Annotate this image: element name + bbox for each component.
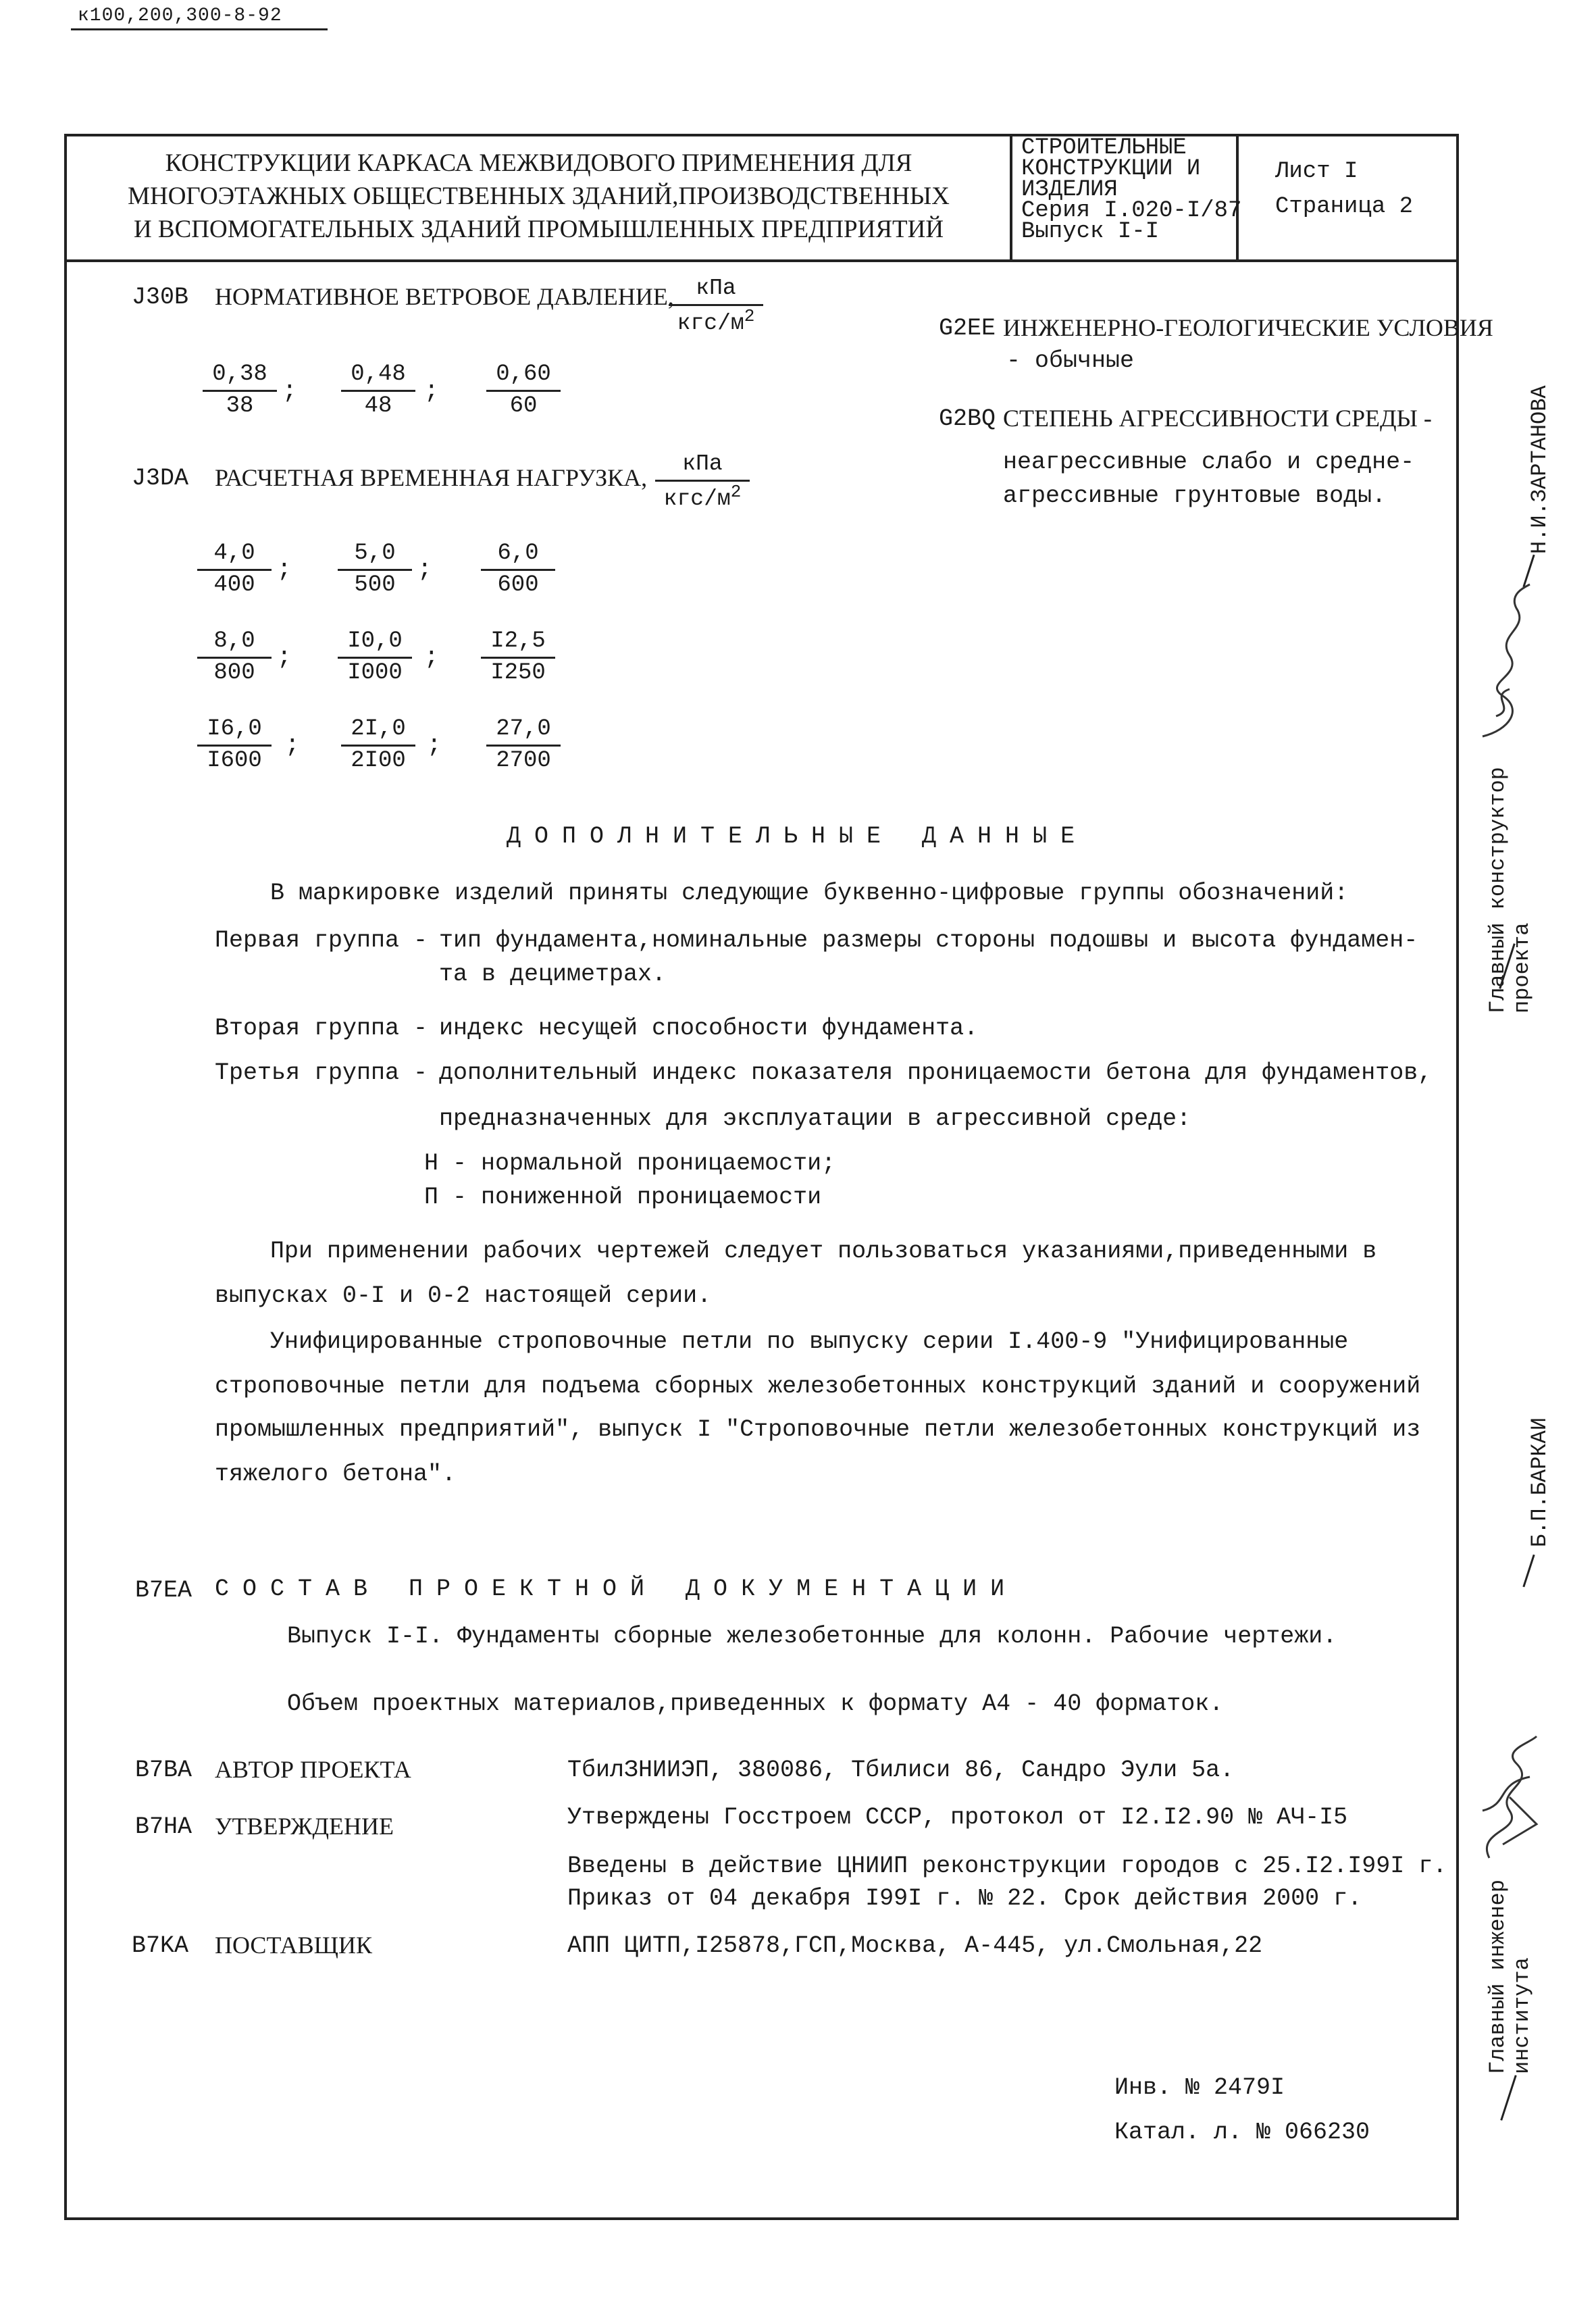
- group-2-label: Вторая группа -: [215, 1015, 428, 1042]
- aggr-value-2: агрессивные грунтовые воды.: [1003, 482, 1387, 509]
- group-3-label: Третья группа -: [215, 1059, 428, 1086]
- series-line-3: ИЗДЕЛИЯ: [1021, 177, 1118, 203]
- paragraph-2-line-1: Унифицированные строповочные петли по выпуску серии I.400-9 "Унифицированные: [270, 1328, 1349, 1355]
- series-line-2: КОНСТРУКЦИИ И: [1021, 156, 1201, 182]
- supplier-value: АПП ЦИТП,I25878,ГСП,Москва, А-445, ул.Смольная,22: [567, 1932, 1263, 1959]
- paragraph-2-line-3: промышленных предприятий", выпуск I "Строповочные петли железобетонных конструкций из: [215, 1416, 1421, 1443]
- approval-line-2: Введены в действие ЦНИИП реконструкции городов с 25.I2.I99I г.: [567, 1853, 1447, 1880]
- paragraph-2-line-4: тяжелого бетона".: [215, 1461, 457, 1488]
- document-code-underline: [71, 28, 328, 30]
- header-divider-1: [1010, 134, 1012, 261]
- supplier-code: B7KA: [132, 1932, 189, 1959]
- load-value: $\frac{I0,0}{I000}$: [338, 628, 412, 688]
- aggr-value-1: неагрессивные слабо и средне-: [1003, 449, 1415, 476]
- group-3-normal: Н - нормальной проницаемости;: [424, 1150, 836, 1177]
- wind-value-1: $\frac{0,38}{38}$: [203, 361, 277, 422]
- load-value: $\frac{27,0}{2700}$: [486, 716, 561, 776]
- semicolon: ;: [427, 731, 442, 759]
- paragraph-1-line-1: При применении рабочих чертежей следует пользоваться указаниями,приведенными в: [270, 1238, 1377, 1265]
- slash-mark: [1522, 1555, 1535, 1587]
- composition-volume: Объем проектных материалов,приведенных к формату А4 - 40 форматок.: [287, 1690, 1224, 1717]
- author-value: ТбилЗНИИЭП, 380086, Тбилиси 86, Сандро Эули 5а.: [567, 1757, 1235, 1784]
- name-zartanova: Н.И.ЗАРТАНОВА: [1527, 385, 1552, 554]
- header-title: [68, 135, 1010, 257]
- name-barkai: Б.П.БАРКАИ: [1527, 1417, 1552, 1547]
- aggr-label: СТЕПЕНЬ АГРЕССИВНОСТИ СРЕДЫ -: [1003, 405, 1432, 432]
- wind-unit-exp: 2: [744, 306, 755, 326]
- semicolon: ;: [285, 731, 300, 759]
- load-value: $\frac{I6,0}{I600}$: [197, 716, 272, 776]
- header-divider: [64, 259, 1459, 262]
- chief-engineer-label: Главный инженер института: [1485, 1879, 1535, 2074]
- semicolon: ;: [424, 643, 439, 671]
- signature-2: [1469, 1730, 1550, 1865]
- group-3-text-2: предназначенных для эксплуатации в агрессивной среде:: [439, 1105, 1191, 1132]
- series-line-5: Выпуск I-I: [1021, 219, 1160, 245]
- group-1-text: тип фундамента,номинальные размеры стороны подошвы и высота фундамен-: [439, 927, 1418, 954]
- series-line-1: СТРОИТЕЛЬНЫЕ: [1021, 135, 1187, 161]
- page-number: Страница 2: [1275, 194, 1414, 220]
- load-label: РАСЧЕТНАЯ ВРЕМЕННАЯ НАГРУЗКА,: [215, 464, 648, 491]
- load-value: $\frac{5,0}{500}$: [338, 540, 412, 601]
- extra-heading: ДОПОЛНИТЕЛЬНЫЕ ДАННЫЕ: [507, 823, 1089, 850]
- author-code: B7BA: [135, 1757, 192, 1784]
- supplier-label: ПОСТАВЩИК: [215, 1932, 372, 1959]
- composition-issue: Выпуск I-I. Фундаменты сборные железобетонные для колонн. Рабочие чертежи.: [287, 1623, 1337, 1650]
- semicolon: ;: [424, 377, 439, 405]
- inventory-number: Инв. № 2479I: [1114, 2074, 1285, 2101]
- slash-mark: [1500, 2075, 1516, 2121]
- wind-unit-den: кгс/м: [677, 311, 744, 336]
- load-code: J3DA: [132, 465, 189, 492]
- signature-1: [1469, 581, 1543, 743]
- load-unit-den: кгс/м: [663, 486, 731, 511]
- load-value: $\frac{6,0}{600}$: [481, 540, 555, 601]
- approval-label: УТВЕРЖДЕНИЕ: [215, 1813, 394, 1840]
- group-3-reduced: П - пониженной проницаемости: [424, 1184, 822, 1211]
- wind-label: НОРМАТИВНОЕ ВЕТРОВОЕ ДАВЛЕНИЕ,: [215, 283, 674, 310]
- header-title-line-1: КОНСТРУКЦИИ КАРКАСА МЕЖВИДОВОГО ПРИМЕНЕНИЯ ДЛЯ: [165, 149, 912, 177]
- geo-value: - обычные: [1006, 347, 1135, 374]
- sheet-number: Лист I: [1275, 159, 1358, 184]
- series-line-4: Серия I.020-I/87: [1021, 198, 1242, 224]
- load-unit-exp: 2: [730, 482, 742, 502]
- group-1-label: Первая группа -: [215, 927, 428, 954]
- header-title-line-3: И ВСПОМОГАТЕЛЬНЫХ ЗДАНИЙ ПРОМЫШЛЕННЫХ ПРЕДПРИЯТИЙ: [133, 215, 944, 243]
- extra-intro: В маркировке изделий приняты следующие буквенно-цифровые группы обозначений:: [270, 880, 1349, 907]
- wind-code: J30B: [132, 284, 189, 311]
- composition-heading: СОСТАВ ПРОЕКТНОЙ ДОКУМЕНТАЦИИ: [215, 1576, 1019, 1603]
- composition-code: B7EA: [135, 1577, 192, 1604]
- wind-value-2: $\frac{0,48}{48}$: [341, 361, 415, 422]
- group-3-text: дополнительный индекс показателя проницаемости бетона для фундаментов,: [439, 1059, 1433, 1086]
- approval-line-1: Утверждены Госстроем СССР, протокол от I2.I2.90 № АЧ-I5: [567, 1804, 1348, 1831]
- group-1-text-2: та в дециметрах.: [439, 961, 667, 988]
- header-series: [1021, 135, 1242, 245]
- geo-label: ИНЖЕНЕРНО-ГЕОЛОГИЧЕСКИЕ УСЛОВИЯ: [1003, 314, 1493, 341]
- load-value: $\frac{2I,0}{2I00}$: [341, 716, 415, 776]
- group-2-text: индекс несущей способности фундамента.: [439, 1015, 979, 1042]
- load-value: $\frac{4,0}{400}$: [197, 540, 272, 601]
- catalog-number: Катал. л. № 066230: [1114, 2119, 1370, 2146]
- semicolon: ;: [277, 555, 292, 583]
- wind-unit-num: кПа: [669, 276, 763, 306]
- chief-constructor-label: Главный конструктор проекта: [1485, 767, 1535, 1013]
- load-value: $\frac{I2,5}{I250}$: [481, 628, 555, 688]
- author-label: АВТОР ПРОЕКТА: [215, 1756, 411, 1783]
- wind-unit: [669, 276, 763, 336]
- load-unit-num: кПа: [655, 451, 750, 482]
- semicolon: ;: [417, 555, 432, 583]
- header-sheet-info: [1275, 154, 1413, 224]
- aggr-code: G2BQ: [939, 405, 996, 432]
- wind-value-3: $\frac{0,60}{60}$: [486, 361, 561, 422]
- approval-code: B7HA: [135, 1813, 192, 1840]
- approval-line-3: Приказ от 04 декабря I99I г. № 22. Срок действия 2000 г.: [567, 1885, 1362, 1912]
- load-value: $\frac{8,0}{800}$: [197, 628, 272, 688]
- header-title-line-2: МНОГОЭТАЖНЫХ ОБЩЕСТВЕННЫХ ЗДАНИЙ,ПРОИЗВОДСТВЕННЫХ: [128, 182, 950, 210]
- document-code: к100,200,300-8-92: [78, 5, 282, 26]
- load-unit: [655, 451, 750, 511]
- paragraph-1-line-2: выпусках 0-I и 0-2 настоящей серии.: [215, 1282, 712, 1309]
- semicolon: ;: [282, 377, 297, 405]
- semicolon: ;: [277, 643, 292, 671]
- geo-code: G2EE: [939, 315, 996, 342]
- paragraph-2-line-2: строповочные петли для подъема сборных железобетонных конструкций зданий и сооружений: [215, 1373, 1421, 1400]
